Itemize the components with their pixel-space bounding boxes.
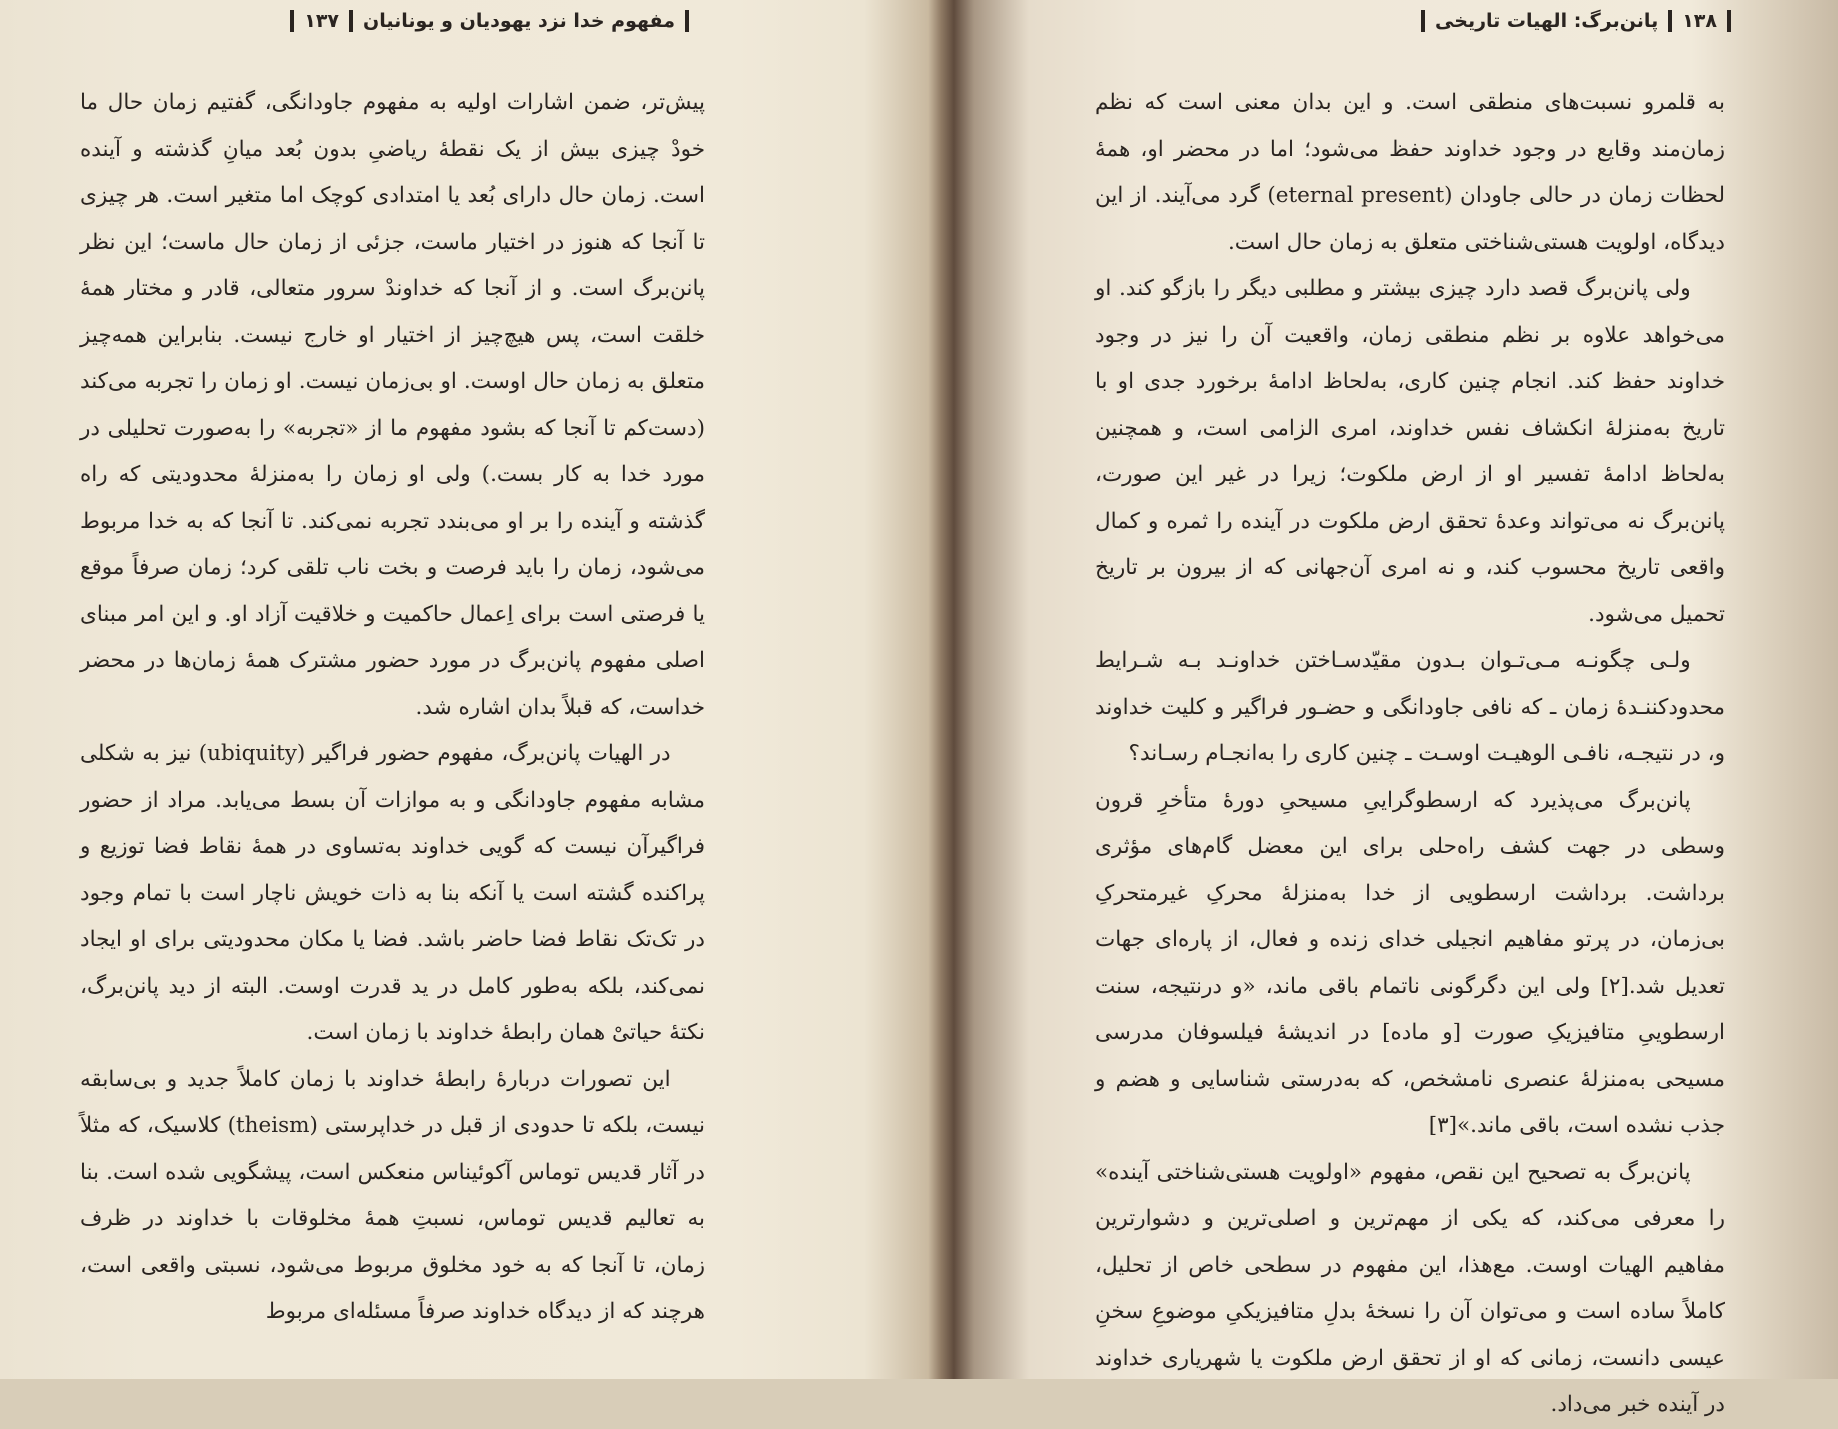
paragraph: ولی پانن‌برگ قصد دارد چیزی بیشتر و مطلبی دیگر را بازگو کند. او می‌خواهد علاوه بر نظم منطقی زمان، واقعیت آن را نیز در وجود خداوند حفظ کند. انجام چنین کاری، به‌لحاظ ادامهٔ برخورد جدی او با تاریخ به‌منزلهٔ انکشاف نفس خداوند، امری الزامی است، و همچنین به‌لحاظ ادامهٔ تفسیر او از ارض ملکوت؛ زیرا در غیر این صورت، پانن‌برگ نه می‌تواند وعدهٔ تحقق ارض ملکوت در آینده را ثمره و کمال واقعی تاریخ محسوب کند، و نه امری آن‌جهانی که از بیرون بر تاریخ تحمیل می‌شود. [1095,276,1725,627]
head-rule [1421,10,1425,32]
paragraph: پیش‌تر، ضمن اشارات اولیه به مفهوم جاودانگی، گفتیم زمان حال ما خودْ چیزی بیش از یک نقطهٔ ریاضیِ بدون بُعد میانِ گذشته و آینده است. زمان حال دارای بُعد یا امتدادی کوچک اما متغیر است. هر چیزی تا آنجا که هنوز در اختیار ماست، جزئی از زمان حال ماست؛ این نظر پانن‌برگ است. و از آنجا که خداوندْ سرور متعالی، قادر و مختار همهٔ خلقت است، پس هیچ‌چیز از اختیار او خارج نیست. بنابراین همه‌چیز متعلق به زمان حال اوست. او بی‌زمان نیست. او زمان را تجربه می‌کند (دست‌کم تا آنجا که بشود مفهوم ما از «تجربه» را به‌صورت تحلیلی در مورد خدا به‌ کار بست.) ولی او زمان را به‌منزلهٔ محدودیتی که راه گذشته و آینده را بر او می‌بندد تجربه نمی‌کند. تا آنجا که به خدا مربوط می‌شود، زمان را باید فرصت و بخت ناب تلقی کرد؛ زمان صرفاً موقع یا فرصتی است برای اِعمال حاکمیت و خلاقیت آزاد او. و این امر مبنای اصلی مفهوم پانن‌برگ در مورد حضور مشترک همهٔ زمان‌ها در محضر خداست، که قبلاً بدان اشاره شد. [80,90,705,720]
page-number: ۱۳۷ [304,10,340,32]
paragraph: پانن‌برگ می‌پذیرد که ارسطوگراییِ مسیحیِ دورهٔ متأخرِ قرون وسطی در جهت کشف راه‌حلی برای این معضل گام‌های مؤثری برداشت. برداشت ارسطویی از خدا به‌منزلهٔ محرکِ غیرمتحرکِ بی‌زمان، در پرتو مفاهیم انجیلی خدای زنده و فعال، از پاره‌ای جهات تعدیل شد.[۲] ولی این دگرگونی ناتمام باقی ماند، «و درنتیجه، سنت ارسطوییِ متافیزیکِ صورت [و ماده] در اندیشهٔ فیلسوفان مدرسی مسیحی به‌منزلهٔ عنصری نامشخص، که به‌درستی شناسایی و هضم و جذب نشده است، باقی ماند.»[۳] [1095,787,1725,1138]
page-number: ۱۳۸ [1682,10,1717,32]
paragraph: پانن‌برگ به تصحیح این نقص، مفهوم «اولویت هستی‌شناختی آینده» را معرفی می‌کند، که یکی از مهم‌ترین و اصلی‌ترین و دشوارترین مفاهیم الهیات اوست. مع‌هذا، این مفهوم در سطحی خاص از تحلیل، کاملاً ساده است و می‌توان آن را نسخهٔ بدلِ متافیزیکیِ موضوعِ سخنِ عیسی دانست، زمانی که او از تحقق ارض ملکوت یا شهریاری خداوند در آینده خبر می‌داد. [1095,1159,1725,1417]
left-page [80,0,705,1379]
running-head-right [1095,6,1741,36]
head-rule [1668,10,1672,32]
head-rule [290,10,294,32]
running-head-left [74,6,699,36]
paragraph: ولـی چگونـه مـی‌تـوان بـدون مقیّدسـاختن خداونـد بـه شـرایط محدودکننـدهٔ زمان ـ که نافی جاودانگی و حضـور فراگیر و کلیت خداوند و، در نتیجـه، نافـی الوهیـت اوسـت ـ چنین کاری را به‌انجـام رسـاند؟ [1095,648,1725,766]
head-rule [685,10,689,32]
head-rule [1727,10,1731,32]
head-rule [349,10,353,32]
right-page [1095,0,1725,1417]
paragraph: این تصورات دربارهٔ رابطهٔ خداوند با زمان کاملاً جدید و بی‌سابقه نیست، بلکه تا حدودی از قبل در خداپرستی (theism) کلاسیک، که مثلاً در آثار قدیس توماس آکوئیناس منعکس است، پیشگویی شده است. بنا به تعالیم قدیس توماس، نسبتِ همهٔ مخلوقات با خداوند در ظرف زمان، تا آنجا که به خود مخلوق مربوط می‌شود، نسبتی واقعی است، هرچند که از دیدگاه خداوند صرفاً مسئله‌ای مربوط [80,1066,705,1324]
paragraph: در الهیات پانن‌برگ، مفهوم حضور فراگیر (ubiquity) نیز به شکلی مشابه مفهوم جاودانگی و به موازات آن بسط می‌یابد. مراد از حضور فراگیرآن نیست که گویی خداوند به‌تساوی در همهٔ نقاط فضا توزیع و پراکنده گشته است یا آنکه بنا به ذات خویش ناچار است با تمام وجود در تک‌تک نقاط فضا حاضر باشد. فضا یا مکان محدودیتی برای او ایجاد نمی‌کند، بلکه به‌طور کامل در ید قدرت اوست. البته از دید پانن‌برگ، نکتهٔ حیاتیْ همان رابطهٔ خداوند با زمان است. [80,741,705,1045]
body-text-right [1095,80,1725,1429]
chapter-title: مفهوم خدا نزد یهودیان و یونانیان [363,10,675,32]
chapter-title: پانن‌برگ: الهیات تاریخی [1435,10,1659,32]
body-text-left [80,80,705,1336]
paragraph: به قلمرو نسبت‌های منطقی است. و این بدان معنی است که نظم زمان‌مند وقایع در وجود خداوند حفظ می‌شود؛ اما در محضر او، همهٔ لحظات زمان در حالی جاودان (eternal present) گرد می‌آیند. از این دیدگاه، اولویت هستی‌شناختی متعلق به زمان حال است. [1095,90,1725,255]
